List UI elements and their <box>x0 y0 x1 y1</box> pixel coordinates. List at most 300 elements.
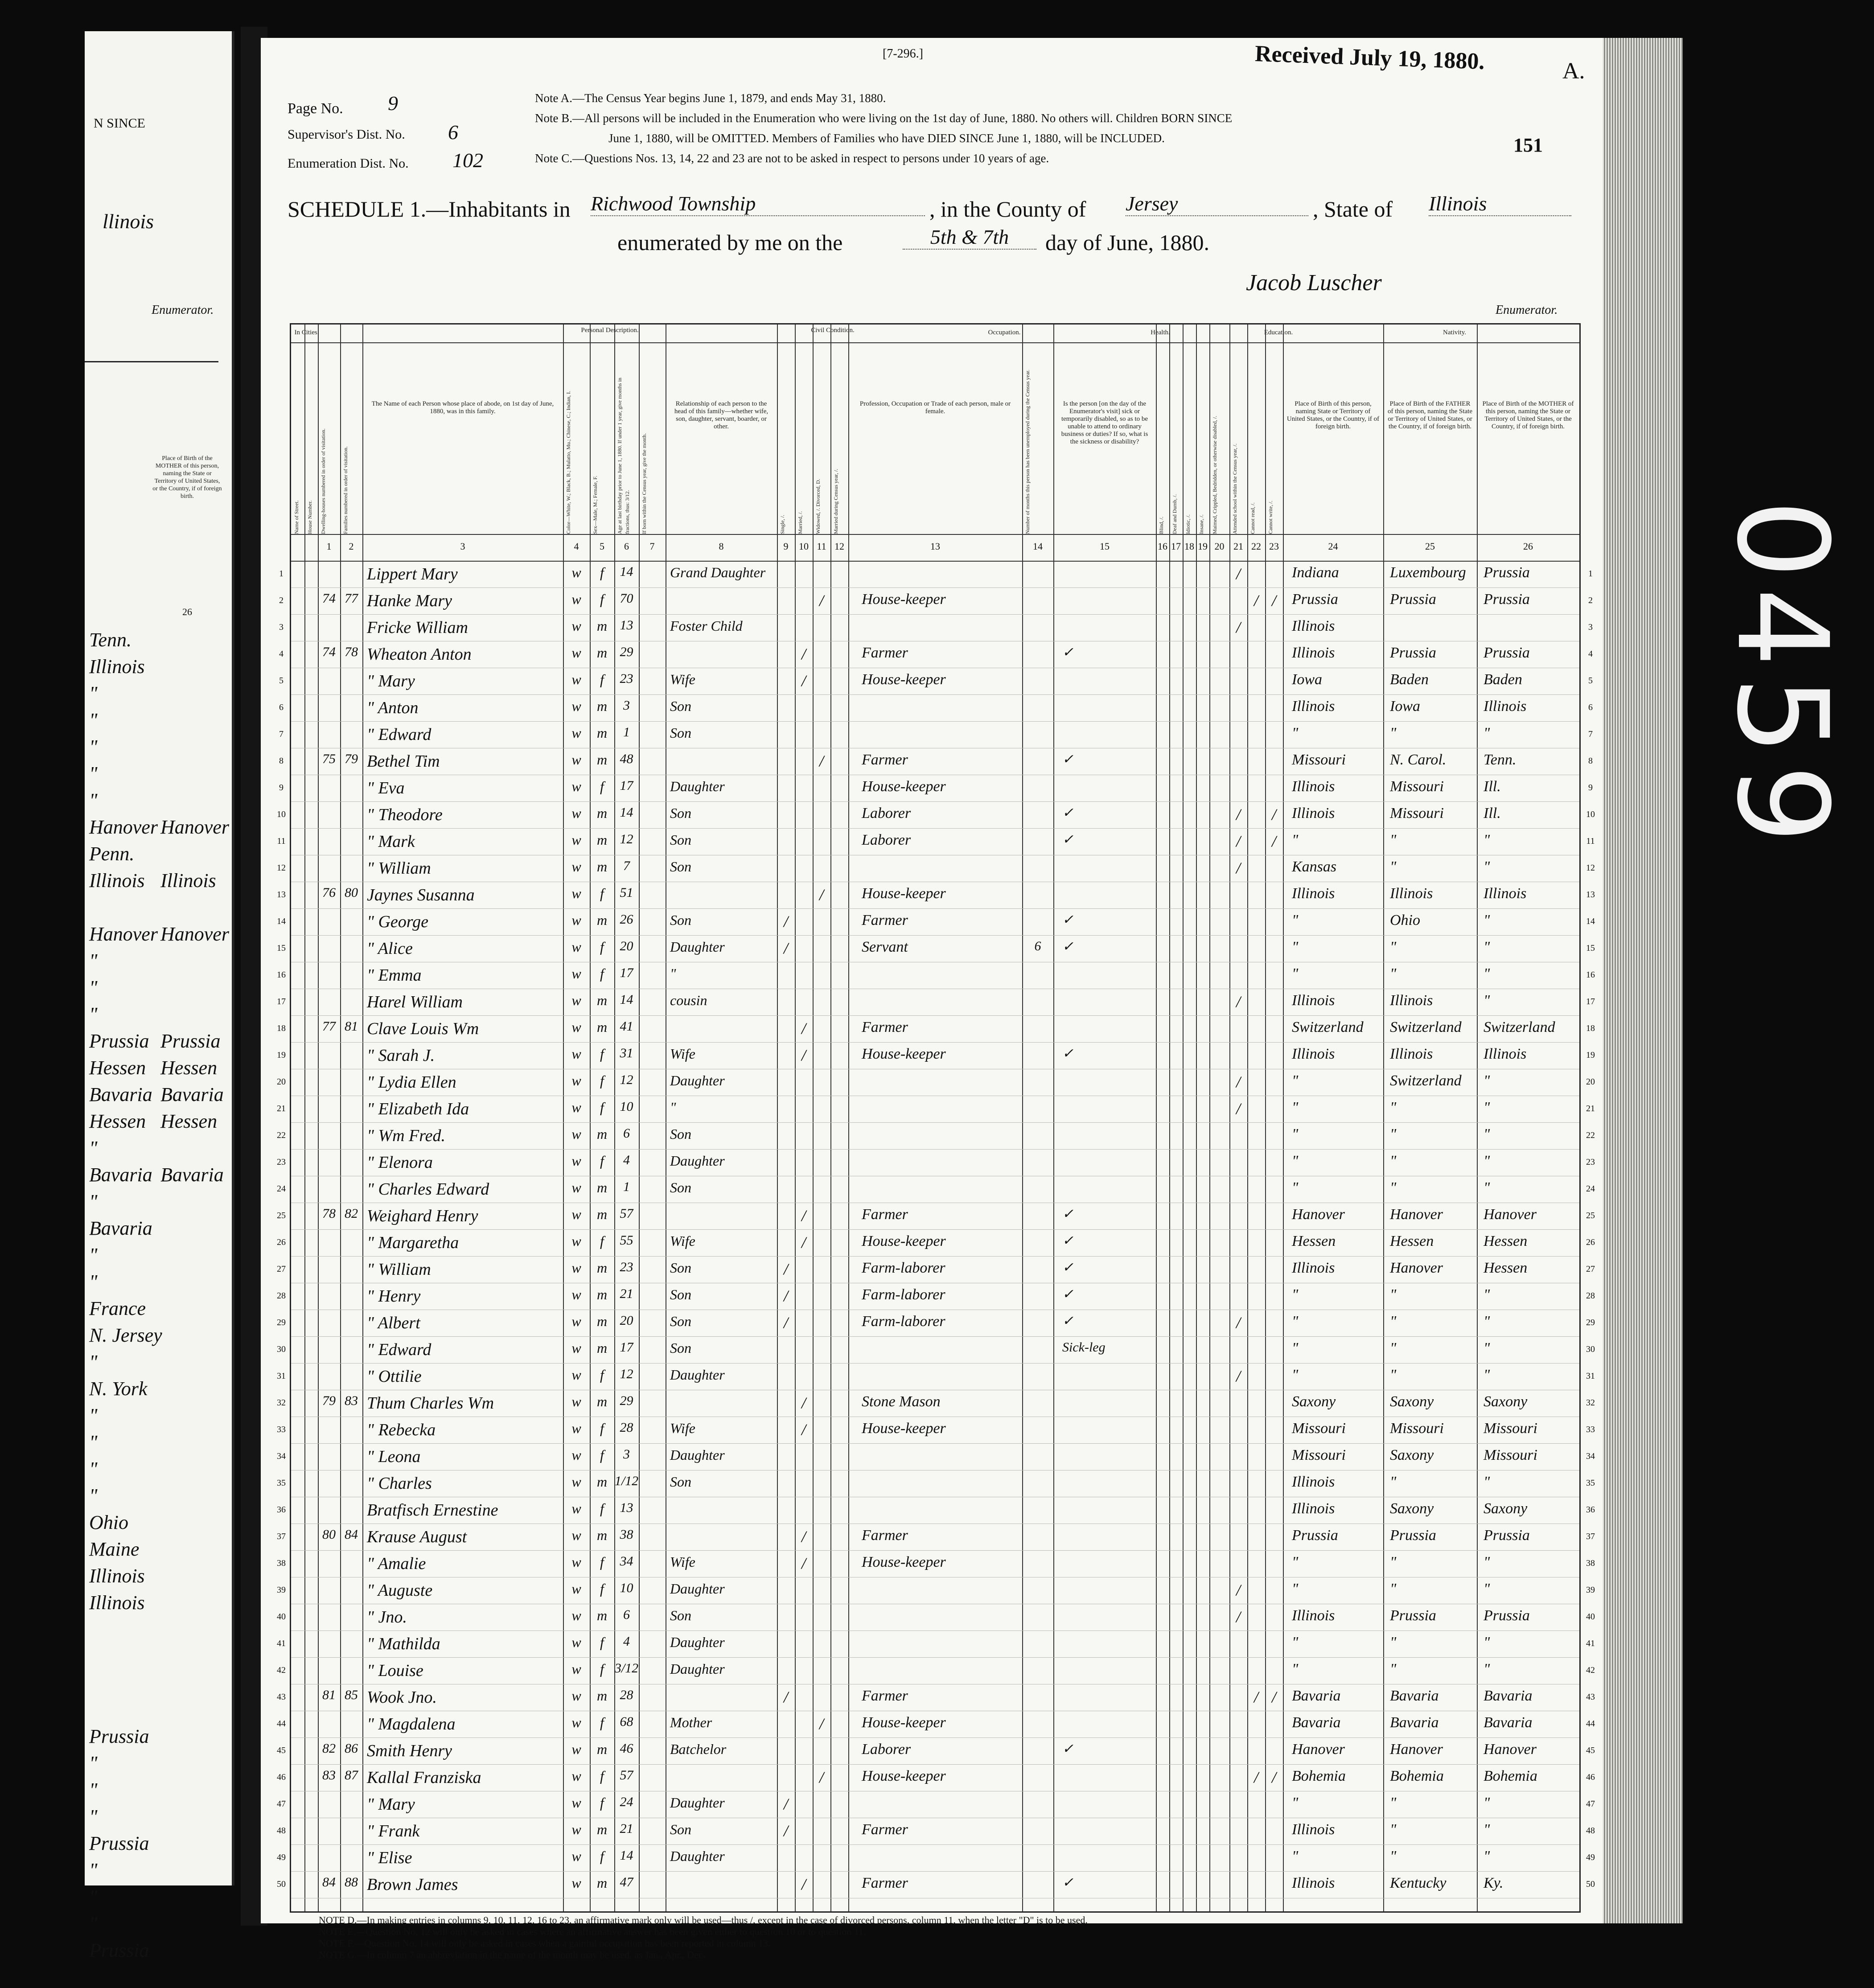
age-value: 13 <box>620 618 633 633</box>
row-number-right: 22 <box>1586 1130 1595 1140</box>
left-fragment: Hanover <box>160 816 229 838</box>
left-fragment: Hessen <box>89 1057 146 1079</box>
column-header-2: House Number. <box>307 500 313 534</box>
table-row <box>277 1229 1595 1256</box>
column-header-16: Number of months this person has been unemployed during the Census year. <box>1024 370 1031 534</box>
county-value: Jersey <box>1126 192 1308 216</box>
table-row <box>277 1176 1595 1203</box>
column-number: 4 <box>574 541 579 552</box>
mother-birthplace-value: " <box>1484 1821 1490 1838</box>
age-value: 3 <box>623 1447 630 1462</box>
father-birthplace-value: " <box>1390 1099 1397 1116</box>
mother-birthplace-value: Hessen <box>1484 1260 1528 1276</box>
column-number: 11 <box>817 541 826 552</box>
age-value: 1 <box>623 1179 630 1194</box>
row-number-right: 8 <box>1588 756 1593 766</box>
mother-birthplace-value: Ill. <box>1484 778 1501 795</box>
column-header-24: Cannot read, /. <box>1249 502 1256 534</box>
mother-birthplace-value: " <box>1484 1581 1490 1597</box>
sex-value: m <box>596 1313 608 1329</box>
color-value: w <box>571 1340 581 1356</box>
sex-value: m <box>596 1527 608 1543</box>
column-header-19: Deaf and Dumb, /. <box>1171 494 1178 534</box>
person-name: " William <box>367 859 431 878</box>
birthplace-value: Illinois <box>1292 1821 1335 1838</box>
dwelling-number: 80 <box>322 1527 336 1542</box>
sex-value: f <box>600 939 604 955</box>
row-number-right: 40 <box>1586 1612 1595 1622</box>
sickness-value: Sick-leg <box>1062 1340 1105 1355</box>
column-header-1: Name of Street. <box>293 500 300 534</box>
table-row <box>277 1524 1595 1550</box>
row-number: 1 <box>279 569 284 579</box>
person-name: " Elise <box>367 1848 412 1867</box>
sickness-value: ✓ <box>1062 832 1074 847</box>
person-name: " Mary <box>367 1795 415 1814</box>
column-header-23: Attended school within the Census year, /. <box>1232 444 1238 534</box>
occupation-value: House-keeper <box>862 778 946 795</box>
father-birthplace-value: Iowa <box>1390 698 1420 715</box>
person-name: " Elizabeth Ida <box>367 1100 469 1118</box>
left-grid-top <box>85 361 218 376</box>
color-value: w <box>571 912 581 928</box>
left-fragment: Prussia <box>89 1832 149 1854</box>
table-row <box>277 908 1595 935</box>
school-mark: / <box>1236 1073 1241 1091</box>
age-value: 3 <box>623 698 630 713</box>
mother-birthplace-value: Saxony <box>1484 1500 1528 1517</box>
birthplace-value: Missouri <box>1292 752 1346 768</box>
school-mark: / <box>1236 565 1241 583</box>
father-birthplace-value: Bavaria <box>1390 1714 1439 1731</box>
dwelling-number: 76 <box>322 885 336 900</box>
color-value: w <box>571 1153 581 1169</box>
row-number: 28 <box>277 1291 286 1301</box>
occupation-value: House-keeper <box>862 671 946 688</box>
left-fragment: " <box>89 763 98 785</box>
column-header-4: Families numbered in order of visitation. <box>342 446 349 534</box>
school-mark: / <box>1236 1100 1241 1117</box>
family-number: 78 <box>345 645 358 659</box>
civil-mark: / <box>783 1688 788 1706</box>
column-number: 5 <box>600 541 604 552</box>
person-name: Jaynes Susanna <box>367 886 475 904</box>
sex-value: f <box>600 564 604 580</box>
table-row <box>279 668 1593 694</box>
mother-birthplace-value: Bavaria <box>1484 1714 1533 1731</box>
column-header-18: Blind, /. <box>1158 516 1164 534</box>
age-value: 21 <box>620 1286 633 1301</box>
person-name: Brown James <box>367 1875 458 1894</box>
row-number-right: 42 <box>1586 1665 1595 1675</box>
person-name: Fricke William <box>367 618 468 637</box>
column-header-12: Married, /. <box>797 511 803 534</box>
occupation-value: Servant <box>862 939 908 955</box>
page-no-value: 9 <box>388 92 398 115</box>
sickness-value: ✓ <box>1062 1287 1074 1302</box>
age-value: 47 <box>620 1875 633 1889</box>
table-row <box>277 1604 1595 1631</box>
color-value: w <box>571 1768 581 1784</box>
color-value: w <box>571 1741 581 1757</box>
row-number: 43 <box>277 1692 286 1702</box>
mother-birthplace-value: Illinois <box>1484 698 1527 715</box>
age-value: 10 <box>620 1581 633 1595</box>
left-fragment: Bavaria <box>160 1084 224 1105</box>
relationship-value: Foster Child <box>670 618 743 634</box>
mother-birthplace-value: Switzerland <box>1484 1019 1555 1035</box>
person-name: " Edward <box>367 1340 432 1359</box>
birthplace-value: Iowa <box>1292 671 1322 688</box>
occupation-value: House-keeper <box>862 1233 946 1249</box>
color-value: w <box>571 858 581 875</box>
age-value: 13 <box>620 1500 633 1515</box>
birthplace-value: " <box>1292 1634 1299 1651</box>
birthplace-value: Hessen <box>1292 1233 1336 1249</box>
left-fragment: N. Jersey <box>89 1324 162 1346</box>
left-fragment: " <box>89 682 98 704</box>
row-number-right: 7 <box>1588 729 1593 739</box>
family-number: 82 <box>345 1206 358 1221</box>
color-value: w <box>571 564 581 580</box>
sickness-value: ✓ <box>1062 1260 1074 1275</box>
row-number-right: 43 <box>1586 1692 1595 1702</box>
person-name: " Auguste <box>367 1581 433 1600</box>
school-mark: / <box>1236 859 1241 877</box>
row-number: 19 <box>277 1050 286 1060</box>
row-number-right: 49 <box>1586 1852 1595 1862</box>
civil-mark: / <box>819 591 824 609</box>
table-row <box>279 561 1593 587</box>
occupation-value: House-keeper <box>862 1768 946 1784</box>
row-number: 20 <box>277 1077 286 1087</box>
age-value: 24 <box>620 1795 633 1809</box>
sex-value: f <box>600 1099 604 1115</box>
relationship-value: Son <box>670 1179 691 1195</box>
row-number-right: 27 <box>1586 1264 1595 1274</box>
age-value: 68 <box>620 1714 633 1729</box>
sickness-value: ✓ <box>1062 1742 1074 1756</box>
mother-birthplace-value: Ky. <box>1484 1875 1504 1891</box>
left-fragment: Maine <box>89 1538 140 1560</box>
age-value: 3/12 <box>614 1661 639 1676</box>
left-fragment: " <box>89 1191 98 1212</box>
mother-birthplace-value: " <box>1484 992 1490 1009</box>
relationship-value: Grand Daughter <box>670 564 766 580</box>
table-row <box>277 855 1595 882</box>
mother-birthplace-value: Missouri <box>1484 1447 1537 1463</box>
person-name: " Magdalena <box>367 1715 456 1733</box>
birthplace-value: Kansas <box>1292 858 1337 875</box>
civil-mark: / <box>801 1421 806 1438</box>
person-name: Hanke Mary <box>367 591 452 610</box>
birthplace-value: " <box>1292 1179 1299 1196</box>
relationship-value: Son <box>670 1474 691 1490</box>
row-number-right: 31 <box>1586 1371 1595 1381</box>
sickness-value: ✓ <box>1062 1046 1074 1061</box>
relationship-value: Daughter <box>670 1072 725 1088</box>
age-value: 41 <box>620 1019 633 1034</box>
dwelling-number: 81 <box>322 1688 336 1702</box>
column-number: 23 <box>1269 541 1279 552</box>
father-birthplace-value: Luxembourg <box>1390 564 1466 581</box>
relationship-value: Daughter <box>670 1848 725 1864</box>
mother-birthplace-value: Tenn. <box>1484 752 1516 768</box>
person-name: " Frank <box>367 1822 420 1840</box>
table-row <box>277 1203 1595 1229</box>
row-number-right: 26 <box>1586 1237 1595 1247</box>
left-page-fragment <box>85 31 234 1961</box>
table-row <box>277 962 1595 989</box>
enum-dist-label: Enumeration Dist. No. <box>288 156 409 171</box>
row-number: 40 <box>277 1612 286 1622</box>
left-state-fragment: llinois <box>103 210 154 233</box>
table-row <box>277 801 1595 828</box>
table-row <box>277 1363 1595 1390</box>
occupation-value: Farmer <box>862 645 908 661</box>
age-value: 17 <box>620 1340 633 1355</box>
sex-value: m <box>596 1688 608 1704</box>
left-fragment: Bavaria <box>89 1164 152 1186</box>
color-value: w <box>571 1634 581 1650</box>
occupation-value: Stone Mason <box>862 1393 941 1410</box>
civil-mark: / <box>801 1528 806 1545</box>
civil-mark: / <box>801 1875 806 1893</box>
row-number: 17 <box>277 997 286 1006</box>
column-header-15: Profession, Occupation or Trade of each person, male or female. <box>859 400 1011 415</box>
mother-birthplace-value: " <box>1484 965 1490 982</box>
civil-mark: / <box>801 645 806 663</box>
left-fragment: Illinois <box>160 870 216 891</box>
occupation-value: Farmer <box>862 912 908 928</box>
left-fragment: " <box>89 1913 98 1935</box>
column-number: 17 <box>1171 541 1181 552</box>
left-fragment: Prussia <box>160 1030 221 1052</box>
dwelling-number: 74 <box>322 591 336 606</box>
color-value: w <box>571 1661 581 1677</box>
row-number-right: 18 <box>1586 1023 1595 1033</box>
left-fragment: " <box>89 736 98 758</box>
age-value: 7 <box>623 858 630 873</box>
row-number: 5 <box>279 676 284 686</box>
person-name: Thum Charles Wm <box>367 1394 494 1413</box>
left-fragment: " <box>89 1351 98 1373</box>
mother-birthplace-value: " <box>1484 725 1490 741</box>
civil-mark: / <box>783 912 788 930</box>
person-name: " Louise <box>367 1661 423 1680</box>
unemployed-months: 6 <box>1034 939 1041 953</box>
birthplace-value: Illinois <box>1292 1607 1335 1624</box>
table-row <box>279 587 1593 614</box>
left-fragment: Bavaria <box>89 1084 152 1105</box>
received-stamp: Received July 19, 1880. <box>1254 41 1485 74</box>
birthplace-value: " <box>1292 1661 1299 1677</box>
birthplace-value: " <box>1292 1848 1299 1865</box>
relationship-value: Son <box>670 1260 691 1276</box>
row-number-right: 3 <box>1588 622 1593 632</box>
birthplace-value: Hanover <box>1292 1741 1345 1758</box>
age-value: 4 <box>623 1153 630 1167</box>
father-birthplace-value: Hessen <box>1390 1233 1434 1249</box>
civil-mark: / <box>819 886 824 904</box>
sex-value: m <box>596 1019 608 1035</box>
table-row <box>277 1122 1595 1149</box>
sex-value: f <box>600 1046 604 1062</box>
sex-value: m <box>596 1393 608 1409</box>
cannot-write-mark: / <box>1271 805 1276 823</box>
column-header-13: Widowed, /. Divorced, D. <box>815 479 821 534</box>
age-value: 14 <box>620 805 633 820</box>
mother-birthplace-value: Hanover <box>1484 1206 1537 1223</box>
column-header-22: Maimed, Crippled, Bedridden, or otherwise disabled, /. <box>1212 416 1218 534</box>
column-header-25: Cannot write, /. <box>1267 501 1274 534</box>
left-fragment: Illinois <box>89 1592 145 1614</box>
birthplace-value: Illinois <box>1292 698 1335 715</box>
dwelling-number: 75 <box>322 752 336 766</box>
supervisor-label: Supervisor's Dist. No. <box>288 127 405 142</box>
table-row <box>277 1497 1595 1524</box>
person-name: Clave Louis Wm <box>367 1019 479 1038</box>
age-value: 6 <box>623 1126 630 1141</box>
father-birthplace-value: " <box>1390 1848 1397 1865</box>
row-number: 9 <box>279 783 284 793</box>
sex-value: f <box>600 1367 604 1383</box>
color-value: w <box>571 1206 581 1222</box>
row-number: 12 <box>277 863 286 873</box>
relationship-value: " <box>670 1099 676 1115</box>
mother-birthplace-value: Ill. <box>1484 805 1501 821</box>
color-value: w <box>571 1179 581 1195</box>
column-number: 12 <box>834 541 844 552</box>
left-fragment: " <box>89 1137 98 1159</box>
sickness-value: ✓ <box>1062 1875 1074 1890</box>
relationship-value: Wife <box>670 1233 695 1249</box>
group-civil: Civil Condition. <box>811 327 855 334</box>
mother-birthplace-value: " <box>1484 1367 1490 1383</box>
mother-birthplace-value: " <box>1484 1634 1490 1651</box>
row-number-right: 32 <box>1586 1398 1595 1408</box>
color-value: w <box>571 725 581 741</box>
group-personal: Personal Description. <box>581 327 639 334</box>
person-name: " Edward <box>367 725 432 744</box>
left-fragment: " <box>89 1485 98 1507</box>
age-value: 57 <box>620 1768 633 1783</box>
age-value: 70 <box>620 591 633 606</box>
color-value: w <box>571 698 581 714</box>
left-fragment: Illinois <box>89 656 145 678</box>
birthplace-value: " <box>1292 1340 1299 1356</box>
column-header-27: Place of Birth of the FATHER of this person, naming the State or Territory of United States, or the Country, if of foreign birth. <box>1388 400 1472 430</box>
birthplace-value: Prussia <box>1292 591 1338 608</box>
left-fragment: N. York <box>89 1378 148 1400</box>
mother-birthplace-value: Illinois <box>1484 885 1527 902</box>
table-row <box>277 882 1595 908</box>
relationship-value: Daughter <box>670 1153 725 1169</box>
color-value: w <box>571 1527 581 1543</box>
color-value: w <box>571 1581 581 1597</box>
enum-dist-value: 102 <box>452 149 483 172</box>
person-name: " Margaretha <box>367 1233 459 1252</box>
age-value: 28 <box>620 1688 633 1702</box>
row-number-right: 28 <box>1586 1291 1595 1301</box>
dwelling-number: 79 <box>322 1393 336 1408</box>
school-mark: / <box>1236 618 1241 636</box>
sex-value: m <box>596 1286 608 1302</box>
row-number-right: 9 <box>1588 783 1593 793</box>
color-value: w <box>571 1607 581 1623</box>
sickness-value: ✓ <box>1062 912 1074 927</box>
mother-birthplace-value: Bohemia <box>1484 1768 1537 1784</box>
mother-birthplace-value: Hessen <box>1484 1233 1528 1249</box>
civil-mark: / <box>801 672 806 690</box>
left-fragment: " <box>89 1886 98 1908</box>
left-fragment: Penn. <box>89 843 135 865</box>
table-row <box>277 1711 1595 1737</box>
color-value: w <box>571 778 581 794</box>
age-value: 21 <box>620 1821 633 1836</box>
occupation-value: Laborer <box>862 805 911 821</box>
table-row <box>277 1310 1595 1336</box>
mother-birthplace-value: " <box>1484 1340 1490 1356</box>
school-mark: / <box>1236 1367 1241 1385</box>
person-name: " Albert <box>367 1314 420 1332</box>
cannot-write-mark: / <box>1271 1768 1276 1786</box>
father-birthplace-value: Prussia <box>1390 591 1436 608</box>
color-value: w <box>571 1688 581 1704</box>
left-enumerator-label: Enumerator. <box>152 303 214 317</box>
mother-birthplace-value: Prussia <box>1484 1607 1530 1624</box>
color-value: w <box>571 965 581 982</box>
table-row <box>277 1042 1595 1069</box>
relationship-value: " <box>670 965 676 982</box>
father-birthplace-value: Illinois <box>1390 1046 1433 1062</box>
age-value: 55 <box>620 1233 633 1248</box>
occupation-value: House-keeper <box>862 1420 946 1437</box>
relationship-value: cousin <box>670 992 707 1008</box>
column-header-7: Sex—Male, M.; Female, F. <box>592 476 598 534</box>
row-number: 27 <box>277 1264 286 1274</box>
relationship-value: Son <box>670 832 691 848</box>
father-birthplace-value: " <box>1390 1340 1397 1356</box>
sex-value: f <box>600 965 604 982</box>
dwelling-number: 82 <box>322 1741 336 1756</box>
left-fragment: Prussia <box>89 1725 149 1747</box>
row-number-right: 29 <box>1586 1318 1595 1327</box>
row-number: 15 <box>277 943 286 953</box>
family-number: 86 <box>345 1741 358 1756</box>
birthplace-value: " <box>1292 1554 1299 1570</box>
birthplace-value: Bohemia <box>1292 1768 1346 1784</box>
table-row <box>277 1577 1595 1604</box>
table-row <box>277 1657 1595 1684</box>
row-number-right: 37 <box>1586 1532 1595 1541</box>
color-value: w <box>571 1126 581 1142</box>
relationship-value: Wife <box>670 1420 695 1436</box>
row-number: 41 <box>277 1639 286 1648</box>
sex-value: f <box>600 1233 604 1249</box>
note-b-line1: Note B.—All persons will be included in the Enumeration who were living on the 1st day of June, 1880. No others will. Children BORN SINCE <box>535 111 1233 125</box>
row-number: 2 <box>279 596 284 605</box>
school-mark: / <box>1236 1581 1241 1599</box>
birthplace-value: Illinois <box>1292 1046 1335 1062</box>
age-value: 17 <box>620 778 633 793</box>
table-row <box>277 1631 1595 1657</box>
father-birthplace-value: N. Carol. <box>1390 752 1447 768</box>
civil-mark: / <box>819 1768 824 1786</box>
left-fragment: Tenn. <box>89 629 132 651</box>
left-fragment: Hanover <box>89 816 158 838</box>
left-fragment: Hanover <box>160 923 229 945</box>
